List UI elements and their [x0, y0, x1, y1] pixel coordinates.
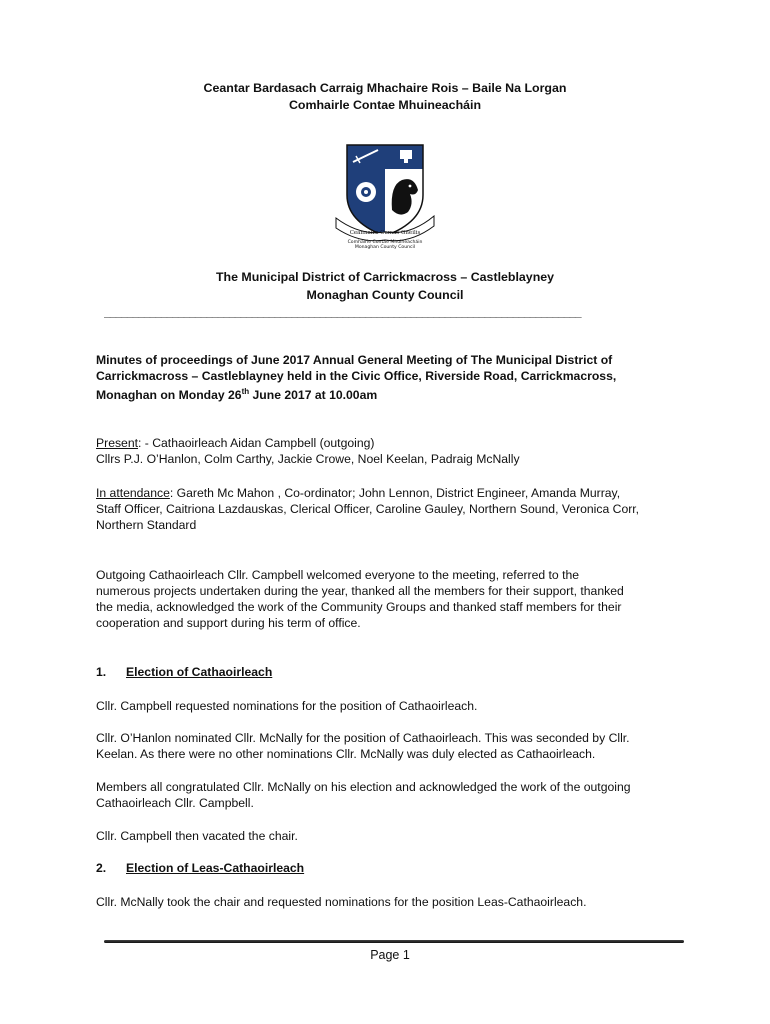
minutes-title-date-prefix: Monaghan on Monday 26 — [96, 388, 242, 403]
irish-header-line2: Comhairle Contae Mhuineacháin — [288, 98, 482, 112]
section2-heading — [96, 861, 304, 875]
section1-p3 — [96, 779, 686, 811]
footer-rule — [104, 940, 684, 943]
header-divider: ____________________________________________________________________________________ — [104, 305, 581, 319]
section1-title: Election of Cathaoirleach — [126, 665, 273, 679]
intro-line4: cooperation and support during his term of office. — [96, 616, 361, 630]
crest-caption-line1: Comhairle Contae Mhuineacháin — [347, 240, 423, 245]
minutes-title-line1: Minutes of proceedings of June 2017 Annual General Meeting of The Municipal District of — [96, 353, 613, 367]
section2-number: 2. — [96, 861, 107, 875]
minutes-title-line3 — [96, 384, 686, 403]
intro-line3: the media, acknowledged the work of the Community Groups and thanked staff members for their — [96, 600, 622, 614]
minutes-title-date-sup: th — [241, 387, 250, 396]
intro-line1: Outgoing Cathaoirleach Cllr. Campbell welcomed everyone to the meeting, referred to the — [96, 568, 580, 582]
intro-line2: numerous projects undertaken during the year, thanked all the members for their support, thanked — [96, 584, 624, 598]
minutes-title-line2: Carrickmacross – Castleblayney held in the Civic Office, Riverside Road, Carrickmacross, — [96, 369, 617, 383]
council-crest — [330, 140, 440, 250]
section1-number: 1. — [96, 665, 107, 679]
intro-paragraph — [96, 567, 686, 631]
attendance-line2: Staff Officer, Caitriona Lazdauskas, Clerical Officer, Caroline Gauley, Northern Sound, Veronica Corr, — [96, 502, 640, 516]
crest-caption-line2: Monaghan County Council — [354, 245, 416, 250]
attendance-block — [96, 485, 686, 533]
section1-heading — [96, 665, 272, 679]
minutes-title-date-suffix: June 2017 at 10.00am — [249, 388, 378, 403]
district-title-line1: The Municipal District of Carrickmacross – Castleblayney — [215, 270, 555, 284]
crest-motto: Ceannaire Cumas Gnéilis — [349, 230, 421, 236]
section1-p2 — [96, 730, 686, 762]
section1-p4: Cllr. Campbell then vacated the chair. — [96, 829, 298, 843]
section2-p1: Cllr. McNally took the chair and requested nominations for the position Leas-Cathaoirleach. — [96, 895, 587, 909]
section1-p3-line2: Cathaoirleach Cllr. Campbell. — [96, 796, 254, 810]
page-number: Page 1 — [370, 948, 410, 962]
district-title-line2: Monaghan County Council — [306, 288, 464, 302]
attendance-label: In attendance — [96, 486, 170, 500]
irish-header-line1: Ceantar Bardasach Carraig Mhachaire Rois – Baile Na Lorgan — [203, 81, 567, 95]
section1-p2-line1: Cllr. O’Hanlon nominated Cllr. McNally for the position of Cathaoirleach. This was seconded by Cllr. — [96, 731, 630, 745]
attendance-line1: : Gareth Mc Mahon , Co-ordinator; John Lennon, District Engineer, Amanda Murray, — [169, 486, 621, 500]
present-block — [96, 435, 686, 467]
minutes-title — [96, 352, 686, 403]
section1-p3-line1: Members all congratulated Cllr. McNally on his election and acknowledged the work of the outgoing — [96, 780, 631, 794]
present-line2: Cllrs P.J. O’Hanlon, Colm Carthy, Jackie Crowe, Noel Keelan, Padraig McNally — [96, 452, 520, 466]
section2-title: Election of Leas-Cathaoirleach — [126, 861, 305, 875]
attendance-line3: Northern Standard — [96, 518, 197, 532]
section1-p2-line2: Keelan. As there were no other nominations Cllr. McNally was duly elected as Cathaoirleach. — [96, 747, 596, 761]
crest-icon — [330, 140, 440, 250]
present-label: Present — [96, 436, 139, 450]
present-line1: : - Cathaoirleach Aidan Campbell (outgoing) — [138, 436, 375, 450]
section1-p1: Cllr. Campbell requested nominations for the position of Cathaoirleach. — [96, 699, 478, 713]
